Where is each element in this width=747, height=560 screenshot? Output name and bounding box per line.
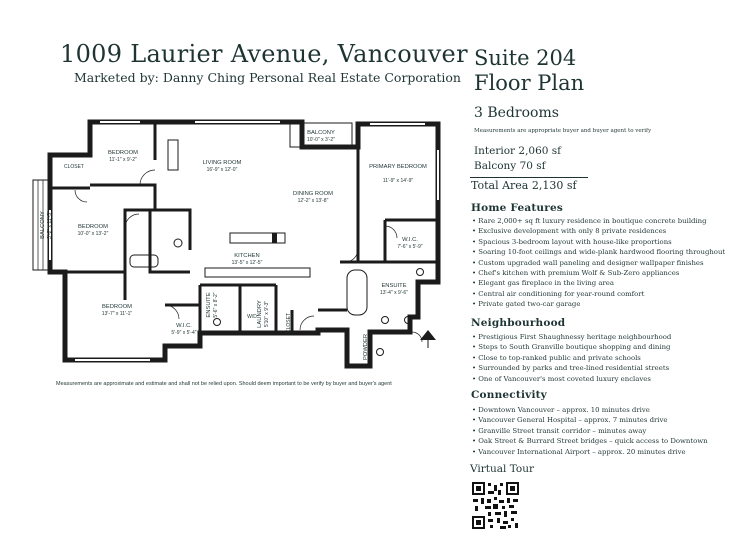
list-item: • Oak Street & Burrard Street bridges – quick access to Downtown bbox=[472, 436, 708, 446]
room-ensuite1-name: ENSUITE bbox=[381, 283, 407, 289]
room-laundry-name: LAUNDRY bbox=[257, 300, 263, 328]
list-item: • Granville Street transit corridor – minutes away bbox=[472, 426, 708, 436]
room-bedroom3-dim: 13'-7" x 11'-1" bbox=[101, 311, 133, 317]
suite-line1: Suite 204 bbox=[474, 46, 577, 70]
list-item: • Custom upgraded wall paneling and designer wallpaper finishes bbox=[472, 258, 725, 268]
interior-area: Interior 2,060 sf bbox=[474, 145, 562, 157]
room-wd-name: W/D bbox=[247, 314, 257, 320]
room-kitchen-dim: 13'-5" x 12'-5" bbox=[231, 260, 263, 266]
room-laundry-dim: 5'10" x 9'-3" bbox=[264, 300, 270, 328]
room-balcony-w-dim: 3'-2" x 11'-5" bbox=[47, 211, 53, 239]
room-bedroom3-name: BEDROOM bbox=[102, 304, 132, 310]
room-balcony-w-name: BALCONY bbox=[40, 211, 46, 239]
suite-line2: Floor Plan bbox=[474, 71, 585, 95]
list-item: • Rare 2,000+ sq ft luxury residence in boutique concrete building bbox=[472, 216, 725, 226]
room-bedroom2-dim: 10'-0" x 13'-2" bbox=[77, 231, 109, 237]
room-bedroom2-name: BEDROOM bbox=[78, 224, 108, 230]
balcony-area: Balcony 70 sf bbox=[474, 160, 546, 172]
property-address: 1009 Laurier Avenue, Vancouver bbox=[60, 40, 468, 68]
room-dining-dim: 12'-2" x 13'-8" bbox=[297, 198, 329, 204]
home-features-heading: Home Features bbox=[471, 202, 563, 214]
room-dining-name: DINING ROOM bbox=[293, 191, 333, 197]
list-item: • Vancouver International Airport – approx. 20 minutes drive bbox=[472, 447, 708, 457]
room-wic2-dim: 5'-9" x 5'-4" bbox=[171, 330, 197, 336]
marketed-by: Marketed by: Danny Ching Personal Real Estate Corporation bbox=[74, 70, 461, 85]
list-item: • Central air conditioning for year-round comfort bbox=[472, 289, 725, 299]
list-item: • Close to top-ranked public and private schools bbox=[472, 353, 671, 363]
room-living-name: LIVING ROOM bbox=[202, 160, 242, 166]
room-ensuite2-name: ENSUITE bbox=[206, 292, 212, 318]
home-features-list bbox=[472, 216, 725, 310]
list-item: • Elegant gas fireplace in the living area bbox=[472, 278, 725, 288]
room-closet-name: CLOSET bbox=[63, 164, 85, 170]
room-powder-name: POWDER bbox=[363, 333, 369, 361]
room-balcony-n-dim: 10'-0" x 3'-2" bbox=[307, 137, 335, 143]
measurement-note: Measurements are appropriate buyer and buyer agent to verify bbox=[474, 128, 652, 134]
room-closet2-name: CLOSET bbox=[286, 312, 292, 334]
connectivity-list bbox=[472, 405, 708, 457]
connectivity-heading: Connectivity bbox=[471, 389, 547, 401]
room-wic1-name: W.I.C. bbox=[402, 237, 418, 243]
area-divider bbox=[470, 177, 588, 178]
list-item: • Soaring 10-foot ceilings and wide-plank hardwood flooring throughout bbox=[472, 247, 725, 257]
total-area: Total Area 2,130 sf bbox=[471, 179, 577, 192]
room-bedroom1-dim: 11'-1" x 9'-2" bbox=[109, 157, 137, 163]
room-kitchen-name: KITCHEN bbox=[234, 253, 260, 259]
room-balcony-n-name: BALCONY bbox=[307, 130, 335, 136]
neighbourhood-list bbox=[472, 332, 671, 384]
bedroom-count: 3 Bedrooms bbox=[474, 105, 559, 121]
disclaimer: Measurements are approximate and estimate and shall not be relied upon. Should deem important to be verify by buyer and buyer's agent bbox=[56, 381, 392, 387]
room-living-dim: 16'-9" x 12'-0" bbox=[206, 167, 238, 173]
list-item: • Steps to South Granville boutique shopping and dining bbox=[472, 342, 671, 352]
list-item: • Spacious 3-bedroom layout with house-like proportions bbox=[472, 237, 725, 247]
neighbourhood-heading: Neighbourhood bbox=[471, 317, 566, 329]
list-item: • Chef's kitchen with premium Wolf & Sub-Zero appliances bbox=[472, 268, 725, 278]
list-item: • Vancouver General Hospital – approx. 7 minutes drive bbox=[472, 415, 708, 425]
room-wic2-name: W.I.C. bbox=[176, 323, 192, 329]
room-primary-name: PRIMARY BEDROOM bbox=[369, 164, 427, 170]
room-wic1-dim: 7'-6" x 5'-9" bbox=[397, 244, 423, 250]
list-item: • Private gated two-car garage bbox=[472, 299, 725, 309]
room-ensuite2-dim: 5'-6" x 8'-2" bbox=[213, 292, 219, 318]
room-ensuite1-dim: 13'-4" x 9'-6" bbox=[380, 290, 408, 296]
list-item: • Downtown Vancouver – approx. 10 minutes drive bbox=[472, 405, 708, 415]
list-item: • Exclusive development with only 8 private residences bbox=[472, 226, 725, 236]
room-primary-dim: 11'-9" x 14'-9" bbox=[382, 178, 414, 184]
list-item: • Prestigious First Shaughnessy heritage neighbourhood bbox=[472, 332, 671, 342]
list-item: • One of Vancouver's most coveted luxury enclaves bbox=[472, 374, 671, 384]
suite-title bbox=[474, 46, 584, 96]
virtual-tour-label: Virtual Tour bbox=[470, 463, 535, 475]
qr-code-icon[interactable] bbox=[471, 481, 520, 530]
room-bedroom1-name: BEDROOM bbox=[108, 150, 138, 156]
list-item: • Surrounded by parks and tree-lined residential streets bbox=[472, 363, 671, 373]
